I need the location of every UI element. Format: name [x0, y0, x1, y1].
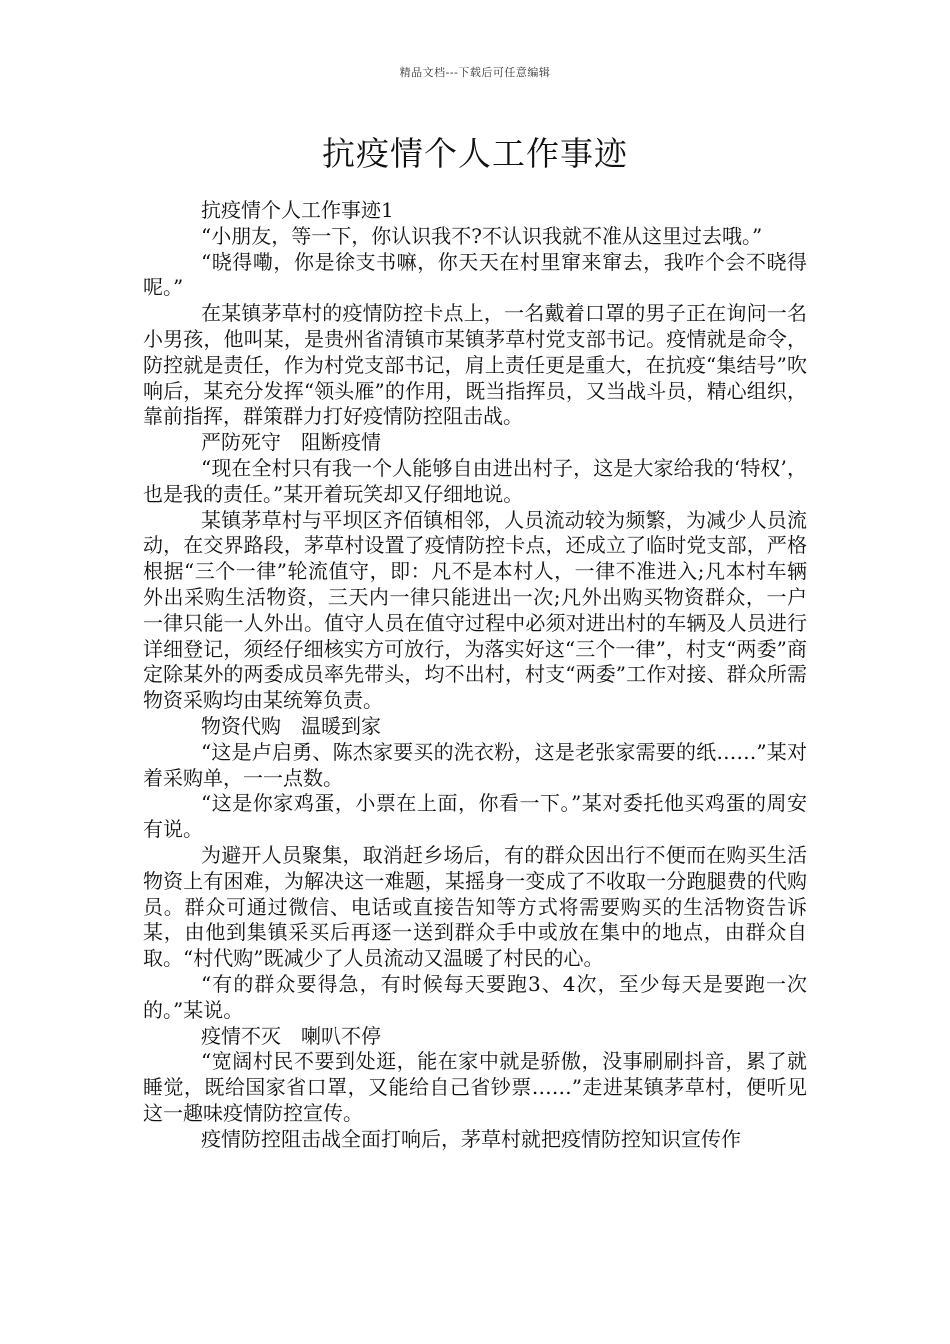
paragraph: 为避开人员聚集，取消赶乡场后，有的群众因出行不便而在购买生活物资上有困难，为解决这一难题，某摇身一变成了不收取一分跑腿费的代购员。群众可通过微信、电话或直接告知等方式将需要购买的生活物资告诉某，由他到集镇采买后再逐一送到群众手中或放在集中的地点，由群众自取。“村代购”既减少了人员流动又温暖了村民的心。 — [143, 842, 807, 971]
section-heading: 疫情不灭 喇叭不停 — [201, 1023, 381, 1048]
section-heading: 严防死守 阻断疫情 — [201, 430, 381, 455]
paragraph: “晓得嘞，你是徐支书嘛，你天天在村里窜来窜去，我咋个会不晓得呢。” — [143, 249, 807, 300]
paragraph: “有的群众要得急，有时候每天要跑3、4次，至少每天是要跑一次的。”某说。 — [143, 971, 807, 1022]
paragraph: “现在全村只有我一个人能够自由进出村子，这是大家给我的‘特权’，也是我的责任。”某开着玩笑却又仔细地说。 — [143, 455, 807, 506]
section-heading: 物资代购 温暖到家 — [201, 713, 381, 738]
document-body — [143, 198, 807, 1152]
paragraph: “宽阔村民不要到处逛，能在家中就是骄傲，没事刷刷抖音，累了就睡觉，既给国家省口罩，又能给自己省钞票……”走进某镇茅草村，便听见这一趣味疫情防控宣传。 — [143, 1049, 807, 1125]
paragraph: “这是卢启勇、陈杰家要买的洗衣粉，这是老张家需要的纸……”某对着采购单，一一点数。 — [143, 739, 807, 790]
section-heading: 抗疫情个人工作事迹1 — [201, 198, 394, 222]
paragraph: 疫情防控阻击战全面打响后，茅草村就把疫情防控知识宣传作 — [201, 1126, 741, 1151]
paragraph: 在某镇茅草村的疫情防控卡点上，一名戴着口罩的男子正在询问一名小男孩，他叫某，是贵州省清镇市某镇茅草村党支部书记。疫情就是命令，防控就是责任，作为村党支部书记，肩上责任更是重大，在抗疫“集结号”吹响后，某充分发挥“领头雁”的作用，既当指挥员，又当战斗员，精心组织，靠前指挥，群策群力打好疫情防控阻击战。 — [143, 301, 807, 429]
paragraph: “这是你家鸡蛋，小票在上面，你看一下。”某对委托他买鸡蛋的周安有说。 — [143, 791, 807, 842]
header-note: 精品文档---下载后可任意编辑 — [399, 66, 551, 79]
page-title: 抗疫情个人工作事迹 — [322, 134, 628, 173]
paragraph: “小朋友，等一下，你认识我不?不认识我就不准从这里过去哦。” — [201, 223, 763, 248]
paragraph: 某镇茅草村与平坝区齐佰镇相邻，人员流动较为频繁，为减少人员流动，在交界路段，茅草村设置了疫情防控卡点，还成立了临时党支部，严格根据“三个一律”轮流值守，即：凡不是本村人，一律不准进入;凡本村车辆外出采购生活物资，三天内一律只能进出一次;凡外出购买物资群众，一户一律只能一人外出。值守人员在值守过程中必须对进出村的车辆及人员进行详细登记，须经仔细核实方可放行，为落实好这“三个一律”，村支“两委”商定除某外的两委成员率先带头，均不出村，村支“两委”工作对接、群众所需物资采购均由某统筹负责。 — [143, 507, 807, 713]
